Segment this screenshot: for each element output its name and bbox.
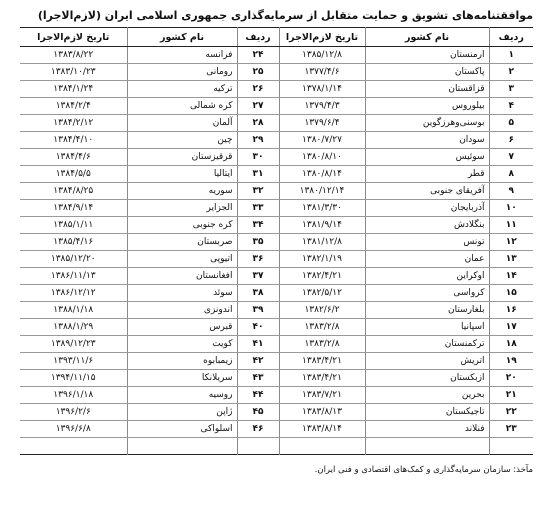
table-row [20,319,533,336]
row-index-cell: ۳۳ [237,200,279,217]
country-name-cell: سودان [365,132,489,149]
row-index-cell: ۴۳ [237,370,279,387]
table-row [20,285,533,302]
table-row [20,421,533,438]
row-index-cell: ۱۳ [489,251,533,268]
country-name-cell: کره شمالی [127,98,237,115]
row-index-cell: ۲ [489,64,533,81]
country-name-cell: کویت [127,336,237,353]
country-name-cell: اسلواکی [127,421,237,438]
row-index-cell: ۲۵ [237,64,279,81]
country-name-cell: اوکراین [365,268,489,285]
effective-date-cell: ۱۳۸۰/۸/۱۴ [279,166,365,183]
agreements-table [20,27,533,455]
header-index-right: ردیف [489,28,533,47]
country-name-cell: اسپانیا [365,319,489,336]
country-name-cell: بیلوروس [365,98,489,115]
header-country-left: نام کشور [127,28,237,47]
country-name-cell: سوئد [127,285,237,302]
row-index-cell: ۲۷ [237,98,279,115]
effective-date-cell: ۱۳۸۹/۱۲/۲۳ [20,336,127,353]
country-name-cell: پاکستان [365,64,489,81]
table-row [20,64,533,81]
effective-date-cell: ۱۳۹۶/۲/۶ [20,404,127,421]
effective-date-cell: ۱۳۹۶/۶/۸ [20,421,127,438]
row-index-cell [237,438,279,455]
effective-date-cell: ۱۳۸۱/۹/۱۴ [279,217,365,234]
row-index-cell: ۵ [489,115,533,132]
row-index-cell: ۲۲ [489,404,533,421]
country-name-cell: چین [127,132,237,149]
table-header-row [20,28,533,47]
row-index-cell: ۲۶ [237,81,279,98]
row-index-cell: ۹ [489,183,533,200]
header-country-right: نام کشور [365,28,489,47]
country-name-cell: اتیوپی [127,251,237,268]
effective-date-cell: ۱۳۷۷/۴/۶ [279,64,365,81]
country-name-cell: بوسنی‌وهرزگوین [365,115,489,132]
country-name-cell: فنلاند [365,421,489,438]
table-row [20,200,533,217]
country-name-cell: بلغارستان [365,302,489,319]
effective-date-cell: ۱۳۸۰/۱۲/۱۴ [279,183,365,200]
country-name-cell: سوئیس [365,149,489,166]
effective-date-cell: ۱۳۸۳/۸/۱۴ [279,421,365,438]
row-index-cell: ۱۹ [489,353,533,370]
table-row [20,115,533,132]
row-index-cell: ۱۰ [489,200,533,217]
country-name-cell: ترکیه [127,81,237,98]
row-index-cell: ۲۴ [237,47,279,64]
effective-date-cell: ۱۳۹۳/۱۱/۶ [20,353,127,370]
row-index-cell: ۱۶ [489,302,533,319]
row-index-cell: ۶ [489,132,533,149]
row-index-cell: ۳۷ [237,268,279,285]
effective-date-cell: ۱۳۸۳/۲/۸ [279,319,365,336]
effective-date-cell: ۱۳۸۳/۱۰/۲۳ [20,64,127,81]
country-name-cell: افغانستان [127,268,237,285]
row-index-cell: ۲۹ [237,132,279,149]
effective-date-cell: ۱۳۸۴/۵/۵ [20,166,127,183]
effective-date-cell: ۱۳۸۵/۱/۱۱ [20,217,127,234]
table-row [20,166,533,183]
row-index-cell: ۳ [489,81,533,98]
effective-date-cell: ۱۳۸۴/۸/۲۵ [20,183,127,200]
country-name-cell: قطر [365,166,489,183]
table-row [20,370,533,387]
row-index-cell: ۳۵ [237,234,279,251]
row-index-cell: ۱۴ [489,268,533,285]
country-name-cell: فرانسه [127,47,237,64]
country-name-cell: زیمبابوه [127,353,237,370]
table-row [20,81,533,98]
country-name-cell [365,438,489,455]
country-name-cell: ژاپن [127,404,237,421]
effective-date-cell: ۱۳۹۴/۱۱/۱۵ [20,370,127,387]
row-index-cell: ۱ [489,47,533,64]
row-index-cell: ۴۵ [237,404,279,421]
effective-date-cell: ۱۳۸۲/۱/۱۹ [279,251,365,268]
row-index-cell: ۳۴ [237,217,279,234]
effective-date-cell: ۱۳۸۱/۳/۳۰ [279,200,365,217]
effective-date-cell: ۱۳۸۵/۱۲/۲۰ [20,251,127,268]
effective-date-cell: ۱۳۸۳/۲/۸ [279,336,365,353]
row-index-cell: ۴۱ [237,336,279,353]
country-name-cell: صربستان [127,234,237,251]
effective-date-cell: ۱۳۸۶/۱۲/۱۲ [20,285,127,302]
row-index-cell: ۱۷ [489,319,533,336]
country-name-cell: ارمنستان [365,47,489,64]
row-index-cell: ۱۱ [489,217,533,234]
table-row [20,217,533,234]
country-name-cell: عمان [365,251,489,268]
row-index-cell: ۳۲ [237,183,279,200]
effective-date-cell: ۱۳۸۶/۱۱/۱۳ [20,268,127,285]
table-row [20,149,533,166]
effective-date-cell: ۱۳۸۴/۹/۱۴ [20,200,127,217]
country-name-cell: قزاقستان [365,81,489,98]
table-row [20,251,533,268]
country-name-cell: بحرین [365,387,489,404]
header-date-right: تاریخ لازم‌الاجرا [279,28,365,47]
table-row [20,47,533,64]
country-name-cell: قبرس [127,319,237,336]
source-note: مآخذ: سازمان سرمایه‌گذاری و کمک‌های اقتصادی و فنی ایران. [314,465,533,475]
effective-date-cell: ۱۳۸۲/۵/۱۲ [279,285,365,302]
effective-date-cell: ۱۳۸۳/۴/۲۱ [279,370,365,387]
country-name-cell: الجزایر [127,200,237,217]
effective-date-cell: ۱۳۷۹/۶/۴ [279,115,365,132]
table-row [20,98,533,115]
country-name-cell: آلمان [127,115,237,132]
country-name-cell: کرواسی [365,285,489,302]
table-row [20,438,533,455]
row-index-cell: ۸ [489,166,533,183]
effective-date-cell: ۱۳۹۶/۱/۱۸ [20,387,127,404]
effective-date-cell: ۱۳۸۳/۸/۱۳ [279,404,365,421]
table-row [20,336,533,353]
effective-date-cell: ۱۳۸۵/۴/۱۶ [20,234,127,251]
row-index-cell: ۴۴ [237,387,279,404]
row-index-cell: ۳۱ [237,166,279,183]
effective-date-cell [20,438,127,455]
effective-date-cell: ۱۳۸۳/۷/۲۱ [279,387,365,404]
row-index-cell: ۴۰ [237,319,279,336]
table-title: موافقتنامه‌های تشویق و حمایت متقابل از سرمایه‌گذاری جمهوری اسلامی ایران (لازم‌الاجرا) [37,9,533,22]
row-index-cell: ۴۶ [237,421,279,438]
header-date-left: تاریخ لازم‌الاجرا [20,28,127,47]
table-row [20,387,533,404]
country-name-cell: آذربایجان [365,200,489,217]
row-index-cell: ۲۳ [489,421,533,438]
country-name-cell: ترکمنستان [365,336,489,353]
effective-date-cell: ۱۳۸۴/۴/۱۰ [20,132,127,149]
table-row [20,353,533,370]
country-name-cell: رومانی [127,64,237,81]
row-index-cell: ۱۲ [489,234,533,251]
effective-date-cell: ۱۳۸۵/۱۲/۸ [279,47,365,64]
table-row [20,183,533,200]
row-index-cell: ۳۹ [237,302,279,319]
row-index-cell: ۴ [489,98,533,115]
effective-date-cell: ۱۳۷۸/۱/۱۴ [279,81,365,98]
table-row [20,234,533,251]
row-index-cell: ۲۸ [237,115,279,132]
table-row [20,302,533,319]
effective-date-cell: ۱۳۸۰/۸/۱۰ [279,149,365,166]
country-name-cell: سریلانکا [127,370,237,387]
country-name-cell: روسیه [127,387,237,404]
table-row [20,132,533,149]
effective-date-cell: ۱۳۸۱/۱۲/۸ [279,234,365,251]
country-name-cell: قرقیزستان [127,149,237,166]
country-name-cell: سوریه [127,183,237,200]
effective-date-cell: ۱۳۷۹/۴/۳ [279,98,365,115]
header-index-left: ردیف [237,28,279,47]
row-index-cell: ۳۶ [237,251,279,268]
table-row [20,268,533,285]
table-body [20,47,533,455]
effective-date-cell: ۱۳۸۰/۷/۲۷ [279,132,365,149]
country-name-cell: کره جنوبی [127,217,237,234]
row-index-cell: ۱۸ [489,336,533,353]
row-index-cell: ۱۵ [489,285,533,302]
country-name-cell: بنگلادش [365,217,489,234]
row-index-cell: ۳۰ [237,149,279,166]
effective-date-cell: ۱۳۸۴/۴/۶ [20,149,127,166]
effective-date-cell: ۱۳۸۴/۲/۱۲ [20,115,127,132]
country-name-cell: ایتالیا [127,166,237,183]
effective-date-cell: ۱۳۸۲/۶/۲ [279,302,365,319]
effective-date-cell: ۱۳۸۳/۸/۲۲ [20,47,127,64]
effective-date-cell: ۱۳۸۲/۴/۲۱ [279,268,365,285]
country-name-cell: اندونزی [127,302,237,319]
row-index-cell: ۷ [489,149,533,166]
row-index-cell [489,438,533,455]
effective-date-cell: ۱۳۸۳/۴/۲۱ [279,353,365,370]
country-name-cell: ازبکستان [365,370,489,387]
effective-date-cell: ۱۳۸۸/۱/۱۸ [20,302,127,319]
country-name-cell: آفریقای جنوبی [365,183,489,200]
effective-date-cell: ۱۳۸۸/۱/۲۹ [20,319,127,336]
effective-date-cell [279,438,365,455]
country-name-cell: تاجیکستان [365,404,489,421]
country-name-cell: تونس [365,234,489,251]
row-index-cell: ۲۱ [489,387,533,404]
row-index-cell: ۳۸ [237,285,279,302]
country-name-cell [127,438,237,455]
row-index-cell: ۴۲ [237,353,279,370]
effective-date-cell: ۱۳۸۴/۱/۲۴ [20,81,127,98]
table-row [20,404,533,421]
effective-date-cell: ۱۳۸۴/۲/۴ [20,98,127,115]
country-name-cell: اتریش [365,353,489,370]
row-index-cell: ۲۰ [489,370,533,387]
